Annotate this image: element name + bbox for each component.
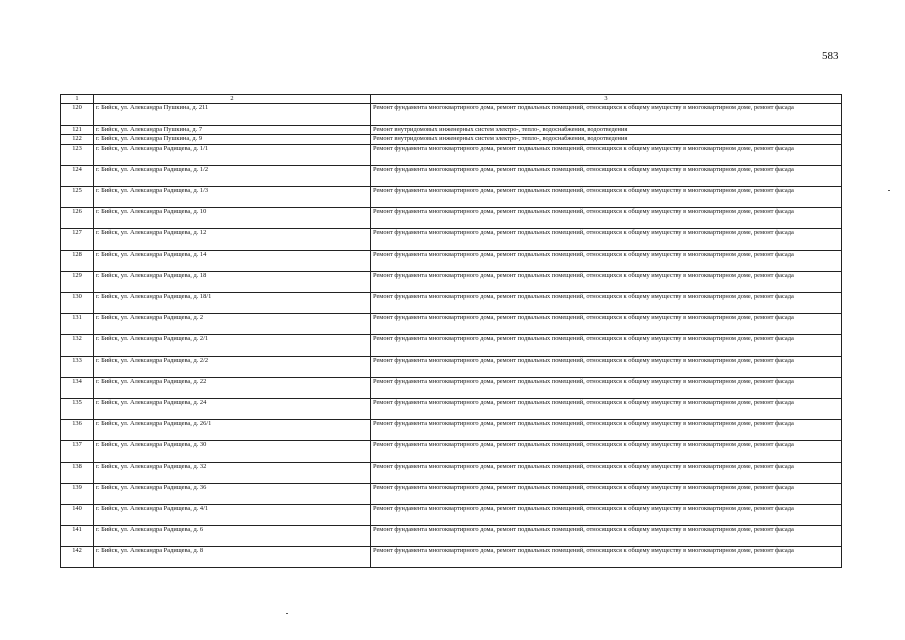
row-address: г. Бийск, ул. Александра Радищева, д. 24 [94,398,371,419]
row-address: г. Бийск, ул. Александра Радищева, д. 10 [94,208,371,229]
row-work-description: Ремонт фундамента многоквартирного дома, ремонт подвальных помещений, относящихся к общему имуществу в многоквартирном доме, ремонт фасада [371,441,842,462]
row-work-description: Ремонт фундамента многоквартирного дома, ремонт подвальных помещений, относящихся к общему имуществу в многоквартирном доме, ремонт фасада [371,398,842,419]
header-col-1: 1 [61,95,94,104]
table-row [61,547,842,568]
scan-speck [888,190,890,191]
row-number: 123 [61,144,94,165]
row-address: г. Бийск, ул. Александра Пушкина, д. 9 [94,135,371,145]
row-number: 120 [61,104,94,125]
row-address: г. Бийск, ул. Александра Радищева, д. 2 [94,314,371,335]
row-address: г. Бийск, ул. Александра Радищева, д. 12 [94,229,371,250]
row-work-description: Ремонт фундамента многоквартирного дома, ремонт подвальных помещений, относящихся к общему имуществу в многоквартирном доме, ремонт фасада [371,208,842,229]
table-row [61,271,842,292]
row-address: г. Бийск, ул. Александра Радищева, д. 14 [94,250,371,271]
row-address: г. Бийск, ул. Александра Радищева, д. 1/1 [94,144,371,165]
table-row [61,250,842,271]
row-number: 135 [61,398,94,419]
table-row [61,208,842,229]
row-work-description: Ремонт фундамента многоквартирного дома, ремонт подвальных помещений, относящихся к общему имуществу в многоквартирном доме, ремонт фасада [371,314,842,335]
table-row [61,125,842,135]
row-work-description: Ремонт фундамента многоквартирного дома, ремонт подвальных помещений, относящихся к общему имуществу в многоквартирном доме, ремонт фасада [371,271,842,292]
row-address: г. Бийск, ул. Александра Радищева, д. 1/3 [94,187,371,208]
row-work-description: Ремонт фундамента многоквартирного дома, ремонт подвальных помещений, относящихся к общему имуществу в многоквартирном доме, ремонт фасада [371,187,842,208]
row-address: г. Бийск, ул. Александра Радищева, д. 26/1 [94,420,371,441]
table-row [61,377,842,398]
row-address: г. Бийск, ул. Александра Радищева, д. 18 [94,271,371,292]
row-number: 129 [61,271,94,292]
table-row [61,229,842,250]
table-row [61,187,842,208]
row-address: г. Бийск, ул. Александра Пушкина, д. 211 [94,104,371,125]
table-row [61,335,842,356]
row-address: г. Бийск, ул. Александра Радищева, д. 8 [94,547,371,568]
row-number: 133 [61,356,94,377]
row-work-description: Ремонт внутридомовых инженерных систем электро-, тепло-, водоснабжения, водоотведения [371,135,842,145]
repair-table [60,94,842,568]
row-address: г. Бийск, ул. Александра Радищева, д. 22 [94,377,371,398]
table-row [61,293,842,314]
row-number: 137 [61,441,94,462]
header-col-3: 3 [371,95,842,104]
row-number: 126 [61,208,94,229]
row-number: 131 [61,314,94,335]
row-work-description: Ремонт фундамента многоквартирного дома, ремонт подвальных помещений, относящихся к общему имуществу в многоквартирном доме, ремонт фасада [371,293,842,314]
row-number: 127 [61,229,94,250]
row-number: 124 [61,165,94,186]
table-row [61,165,842,186]
row-work-description: Ремонт фундамента многоквартирного дома, ремонт подвальных помещений, относящихся к общему имуществу в многоквартирном доме, ремонт фасада [371,104,842,125]
row-work-description: Ремонт фундамента многоквартирного дома, ремонт подвальных помещений, относящихся к общему имуществу в многоквартирном доме, ремонт фасада [371,335,842,356]
table-row [61,420,842,441]
row-work-description: Ремонт фундамента многоквартирного дома, ремонт подвальных помещений, относящихся к общему имуществу в многоквартирном доме, ремонт фасада [371,229,842,250]
row-address: г. Бийск, ул. Александра Радищева, д. 4/1 [94,504,371,525]
row-number: 122 [61,135,94,145]
row-address: г. Бийск, ул. Александра Радищева, д. 36 [94,483,371,504]
row-work-description: Ремонт фундамента многоквартирного дома, ремонт подвальных помещений, относящихся к общему имуществу в многоквартирном доме, ремонт фасада [371,526,842,547]
table-row [61,462,842,483]
row-work-description: Ремонт фундамента многоквартирного дома, ремонт подвальных помещений, относящихся к общему имуществу в многоквартирном доме, ремонт фасада [371,420,842,441]
header-col-2: 2 [94,95,371,104]
row-number: 138 [61,462,94,483]
table-row [61,441,842,462]
row-address: г. Бийск, ул. Александра Радищева, д. 2/2 [94,356,371,377]
table-row [61,356,842,377]
table-row [61,135,842,145]
row-work-description: Ремонт фундамента многоквартирного дома, ремонт подвальных помещений, относящихся к общему имуществу в многоквартирном доме, ремонт фасада [371,547,842,568]
row-work-description: Ремонт фундамента многоквартирного дома, ремонт подвальных помещений, относящихся к общему имуществу в многоквартирном доме, ремонт фасада [371,356,842,377]
row-address: г. Бийск, ул. Александра Радищева, д. 18/1 [94,293,371,314]
row-work-description: Ремонт фундамента многоквартирного дома, ремонт подвальных помещений, относящихся к общему имуществу в многоквартирном доме, ремонт фасада [371,504,842,525]
row-number: 121 [61,125,94,135]
row-number: 125 [61,187,94,208]
table-row [61,504,842,525]
table-row [61,526,842,547]
row-work-description: Ремонт фундамента многоквартирного дома, ремонт подвальных помещений, относящихся к общему имуществу в многоквартирном доме, ремонт фасада [371,144,842,165]
table-header-row [61,95,842,104]
row-number: 140 [61,504,94,525]
row-address: г. Бийск, ул. Александра Радищева, д. 6 [94,526,371,547]
row-address: г. Бийск, ул. Александра Радищева, д. 2/1 [94,335,371,356]
row-address: г. Бийск, ул. Александра Пушкина, д. 7 [94,125,371,135]
row-work-description: Ремонт внутридомовых инженерных систем электро-, тепло-, водоснабжения, водоотведения [371,125,842,135]
row-number: 128 [61,250,94,271]
table-row [61,314,842,335]
table-row [61,483,842,504]
row-address: г. Бийск, ул. Александра Радищева, д. 32 [94,462,371,483]
row-number: 134 [61,377,94,398]
table-row [61,104,842,125]
row-address: г. Бийск, ул. Александра Радищева, д. 1/2 [94,165,371,186]
row-work-description: Ремонт фундамента многоквартирного дома, ремонт подвальных помещений, относящихся к общему имуществу в многоквартирном доме, ремонт фасада [371,462,842,483]
row-number: 136 [61,420,94,441]
row-work-description: Ремонт фундамента многоквартирного дома, ремонт подвальных помещений, относящихся к общему имуществу в многоквартирном доме, ремонт фасада [371,165,842,186]
table-row [61,398,842,419]
row-number: 142 [61,547,94,568]
table-body [61,104,842,568]
row-number: 139 [61,483,94,504]
row-work-description: Ремонт фундамента многоквартирного дома, ремонт подвальных помещений, относящихся к общему имуществу в многоквартирном доме, ремонт фасада [371,483,842,504]
row-number: 132 [61,335,94,356]
scan-speck [286,613,288,614]
table-row [61,144,842,165]
row-number: 130 [61,293,94,314]
page-number: 583 [822,50,839,62]
row-number: 141 [61,526,94,547]
row-address: г. Бийск, ул. Александра Радищева, д. 30 [94,441,371,462]
row-work-description: Ремонт фундамента многоквартирного дома, ремонт подвальных помещений, относящихся к общему имуществу в многоквартирном доме, ремонт фасада [371,377,842,398]
row-work-description: Ремонт фундамента многоквартирного дома, ремонт подвальных помещений, относящихся к общему имуществу в многоквартирном доме, ремонт фасада [371,250,842,271]
